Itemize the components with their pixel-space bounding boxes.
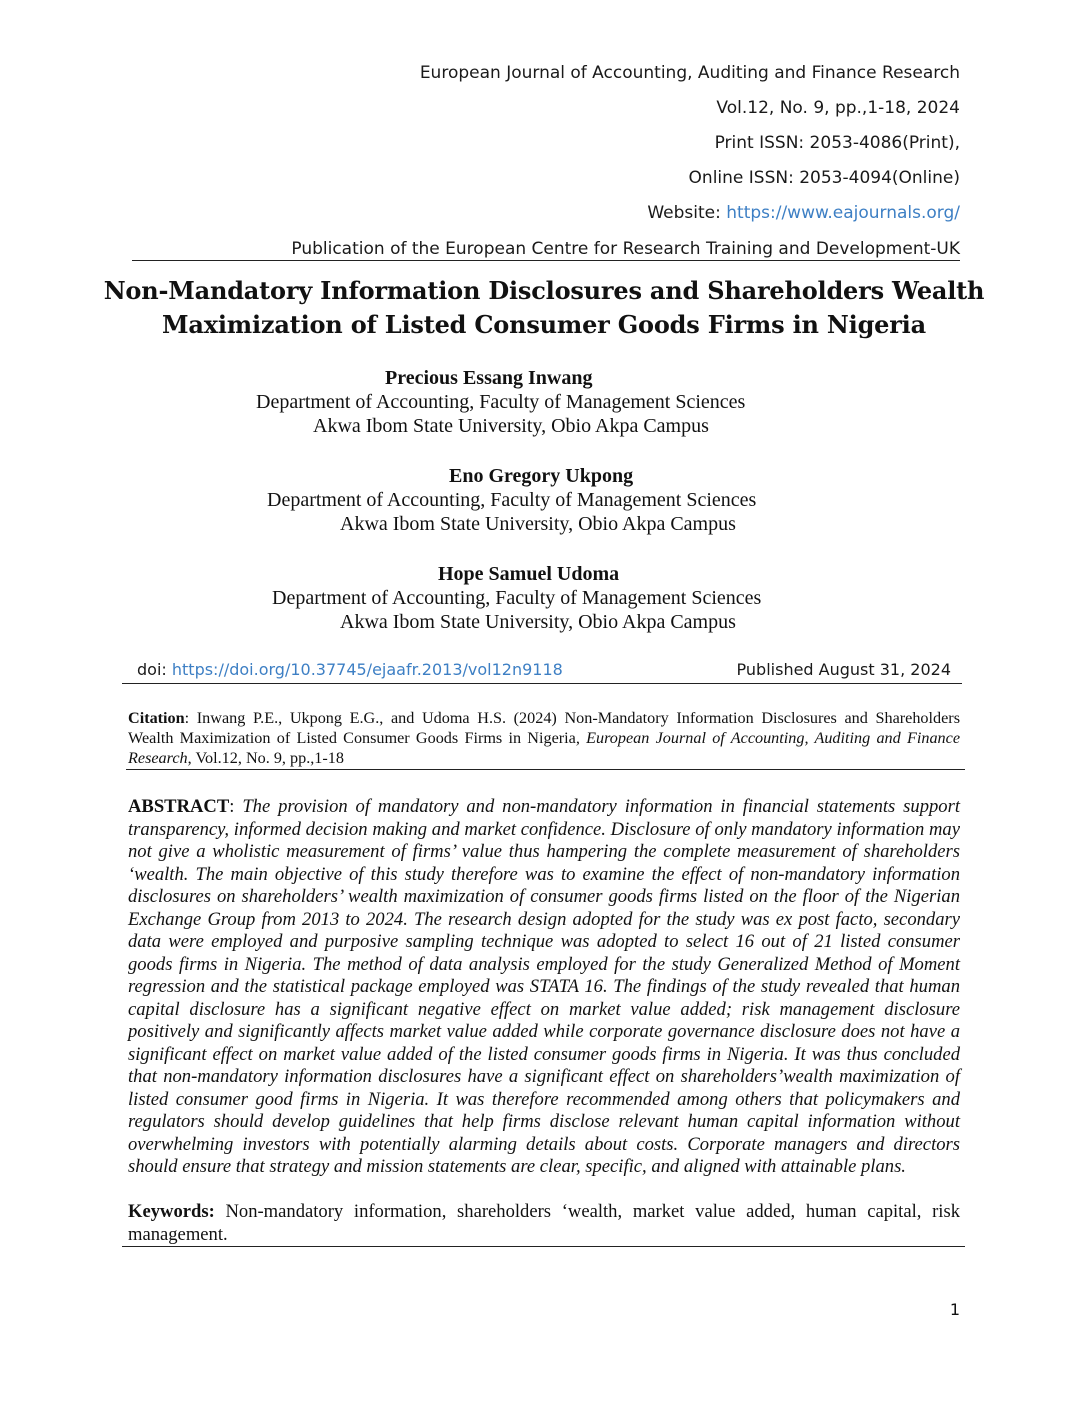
author-3-department: Department of Accounting, Faculty of Management Sciences xyxy=(272,587,762,609)
volume-info: Vol.12, No. 9, pp.,1-18, 2024 xyxy=(716,98,960,118)
keywords-text: Non-mandatory information, shareholders ‘wealth, market value added, human capital, risk management. xyxy=(128,1201,960,1245)
abstract-colon: : xyxy=(229,796,243,817)
keywords-divider xyxy=(122,1246,965,1247)
citation-divider xyxy=(126,769,965,770)
published-date: Published August 31, 2024 xyxy=(736,660,951,679)
website-link[interactable]: https://www.eajournals.org/ xyxy=(726,203,960,223)
citation-tail: , Vol.12, No. 9, pp.,1-18 xyxy=(187,749,344,767)
title-line-2: Maximization of Listed Consumer Goods Firms in Nigeria xyxy=(162,310,926,339)
journal-name: European Journal of Accounting, Auditing and Finance Research xyxy=(419,63,960,83)
citation-journal: , European Journal of Accounting, Auditing and Finance Research xyxy=(128,729,961,767)
title-line-1: Non-Mandatory Information Disclosures and Shareholders Wealth xyxy=(103,276,985,305)
doi-link[interactable]: https://doi.org/10.37745/ejaafr.2013/vol12n9118 xyxy=(171,660,563,679)
keywords xyxy=(128,1201,960,1246)
author-2-name: Eno Gregory Ukpong xyxy=(449,465,634,487)
abstract-label: ABSTRACT xyxy=(128,796,230,817)
citation-text: : Inwang P.E., Ukpong E.G., and Udoma H.S. (2024) Non-Mandatory Information Disclosures and Shareholders Wealth Maximization of Listed Consumer Goods Firms in Nigeria xyxy=(128,709,960,747)
author-1-name: Precious Essang Inwang xyxy=(385,367,593,389)
online-issn: Online ISSN: 2053-4094(Online) xyxy=(688,168,960,188)
citation-label: Citation xyxy=(128,709,185,727)
citation xyxy=(128,708,960,768)
author-2-institution: Akwa Ibom State University, Obio Akpa Campus xyxy=(340,513,736,535)
author-2-department: Department of Accounting, Faculty of Management Sciences xyxy=(267,489,757,511)
author-1-department: Department of Accounting, Faculty of Management Sciences xyxy=(256,391,746,413)
publisher-line: Publication of the European Centre for Research Training and Development-UK xyxy=(291,239,960,259)
page-number: 1 xyxy=(949,1300,960,1319)
abstract-text: The provision of mandatory and non-mandatory information in financial statements support transparency, informed decision making and market confidence. Disclosure of only mandatory information may not give a wholistic measurement of firms’ value thus hampering the complete measurement of shareholders ‘wealth. The main objective of this study therefore was to examine the effect of non-mandatory information disclosures on shareholders’ wealth maximization of consumer goods firms listed on the floor of the Nigerian Exchange Group from 2013 to 2024. The research design adopted for the study was ex post facto, secondary data were employed and purposive sampling technique was adopted to select 16 out of 21 listed consumer goods firms in Nigeria. The method of data analysis employed for the study Generalized Method of Moment regression and the statistical package employed was STATA 16. The findings of the study revealed that human capital disclosure has a significant negative effect on market value added; risk management disclosure positively and significantly affects market value added while corporate governance disclosure does not have a significant effect on market value added of the listed consumer goods firms in Nigeria. It was thus concluded that non-mandatory information disclosures have a significant effect on shareholders’wealth maximization of listed consumer good firms in Nigeria. It was therefore recommended among others that policymakers and regulators should develop guidelines that help firms disclose relevant human capital information without overwhelming investors with potentially alarming details about costs. Corporate managers and directors should ensure that strategy and mission statements are clear, specific, and aligned with attainable plans. xyxy=(128,796,960,1177)
doi-line xyxy=(137,660,563,679)
doi-label: doi: xyxy=(137,660,172,679)
author-1-institution: Akwa Ibom State University, Obio Akpa Campus xyxy=(313,415,709,437)
author-3-institution: Akwa Ibom State University, Obio Akpa Campus xyxy=(340,611,736,633)
header-divider xyxy=(132,260,960,261)
website-line xyxy=(647,203,960,223)
author-3-name: Hope Samuel Udoma xyxy=(438,563,620,585)
keywords-label: Keywords: xyxy=(128,1201,215,1222)
abstract xyxy=(128,796,960,1179)
paper-title xyxy=(100,274,988,342)
website-label: Website: xyxy=(647,203,727,223)
print-issn: Print ISSN: 2053-4086(Print), xyxy=(714,133,960,153)
doi-divider xyxy=(122,683,962,684)
